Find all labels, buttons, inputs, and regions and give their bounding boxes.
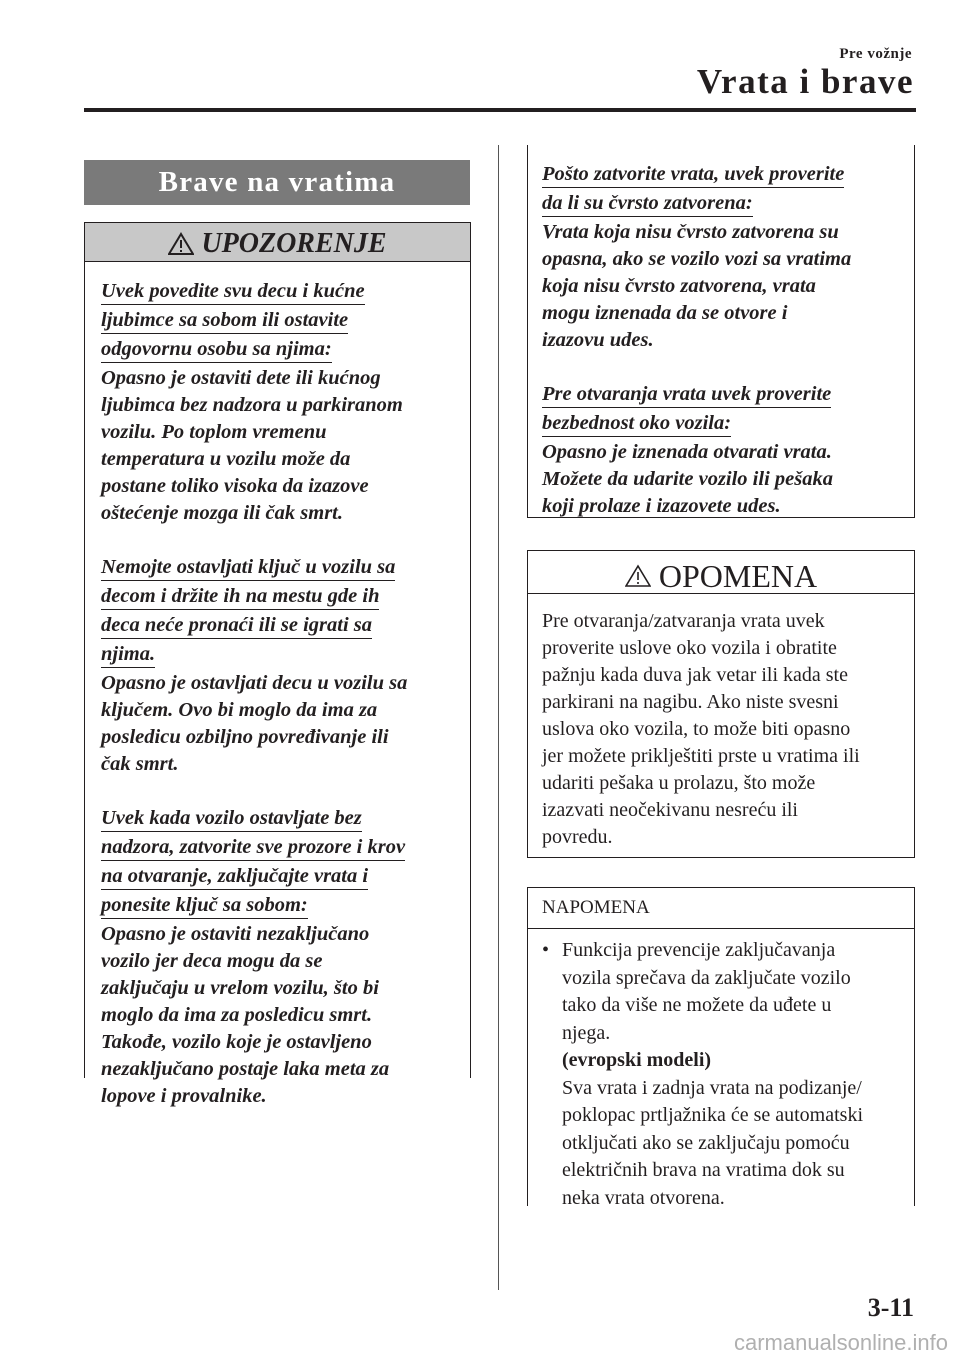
- caution-line: pažnju kada duva jak vetar ili kada ste: [542, 664, 848, 686]
- note-line: njega.: [562, 1021, 611, 1044]
- caution-label: OPOMENA: [658, 557, 818, 594]
- body-line: vozilu. Po toplom vremenu: [101, 421, 327, 443]
- page-number: 3-11: [867, 1293, 914, 1322]
- body-line: vozilo jer deca mogu da se: [101, 950, 323, 972]
- body-line: temperatura u vozilu može da: [101, 448, 351, 470]
- underlined-line: deca neće pronaći ili se igrati sa: [101, 613, 372, 639]
- caution-box-header: [528, 551, 914, 594]
- note-item-text: [562, 937, 863, 1212]
- body-line: lopove i provalnike.: [101, 1085, 267, 1107]
- underlined-line: decom i držite ih na mestu gde ih: [101, 584, 379, 610]
- note-subheading: (evropski modeli): [562, 1049, 712, 1071]
- caution-line: Pre otvaranja/zatvaranja vrata uvek: [542, 610, 825, 632]
- header-section: Pre vožnje: [839, 46, 912, 62]
- body-line: oštećenje mozga ili čak smrt.: [101, 502, 343, 524]
- underlined-line: da li su čvrsto zatvorena:: [542, 191, 753, 217]
- body-line: postane toliko visoka da izazove: [101, 475, 369, 497]
- underlined-line: na otvaranje, zaključajte vrata i: [101, 864, 368, 890]
- caution-line: uslova oko vozila, to može biti opasno: [542, 718, 851, 740]
- header-rule: [84, 108, 916, 112]
- body-line: Možete da udarite vozilo ili pešaka: [542, 468, 833, 490]
- note-item: [542, 937, 906, 1212]
- note-box: [527, 887, 915, 1209]
- body-line: mogu iznenada da se otvore i: [542, 302, 788, 324]
- body-line: moglo da ima za posledicu smrt.: [101, 1004, 373, 1026]
- note-line: Funkcija prevencije zaključavanja: [562, 939, 836, 961]
- underlined-line: nadzora, zatvorite sve prozore i krov: [101, 835, 405, 861]
- note-header: NAPOMENA: [528, 888, 914, 929]
- warning-continued-content: [528, 145, 914, 520]
- body-line: ključem. Ovo bi moglo da ima za: [101, 699, 378, 721]
- body-line: ljubimca bez nadzora u parkiranom: [101, 394, 403, 416]
- caution-line: izazvati neočekivanu nesreću ili: [542, 799, 798, 821]
- note-line: neka vrata otvorena.: [562, 1186, 725, 1209]
- warning-block-4: [542, 161, 904, 354]
- body-line: čak smrt.: [101, 753, 179, 775]
- body-line: Opasno je ostaviti dete ili kućnog: [101, 367, 381, 389]
- caution-line: udariti pešaka u prolazu, što može: [542, 772, 816, 794]
- note-line: poklopac prtljažnika će se automatski: [562, 1104, 864, 1126]
- note-line: otključati ako se zaključaju pomoću: [562, 1131, 850, 1154]
- note-line: električnih brava na vratima dok su: [562, 1159, 845, 1181]
- note-line: tako da više ne možete da uđete u: [562, 994, 832, 1016]
- warning-block-5: [542, 381, 904, 520]
- underlined-line: njima.: [101, 642, 155, 668]
- caution-content: [528, 594, 914, 851]
- warning-box-continued: [527, 145, 915, 518]
- section-banner: Brave na vratima: [84, 160, 470, 205]
- warning-triangle-icon: [625, 564, 651, 588]
- body-line: zaključaju u vrelom vozilu, što bi: [101, 977, 379, 999]
- warning-block-2: [101, 554, 456, 778]
- warning-block-3: [101, 805, 456, 1110]
- note-line: vozila sprečava da zaključate vozilo: [562, 966, 851, 989]
- caution-line: jer možete priklještiti prste u vratima ili: [542, 745, 860, 767]
- body-line: nezaključano postaje laka meta za: [101, 1058, 390, 1080]
- underlined-line: odgovornu osobu sa njima:: [101, 337, 332, 363]
- warning-block-1: [101, 278, 456, 527]
- body-line: opasna, ako se vozilo vozi sa vratima: [542, 248, 852, 270]
- body-line: koji prolaze i izazovete udes.: [542, 495, 781, 517]
- underlined-line: bezbednost oko vozila:: [542, 411, 731, 437]
- caution-line: proverite uslove oko vozila i obratite: [542, 637, 837, 659]
- underlined-line: ponesite ključ sa sobom:: [101, 893, 308, 919]
- body-line: posledicu ozbiljno povređivanje ili: [101, 726, 389, 748]
- underlined-line: Pošto zatvorite vrata, uvek proverite: [542, 162, 844, 188]
- body-line: Takođe, vozilo koje je ostavljeno: [101, 1031, 372, 1053]
- body-line: Opasno je iznenada otvarati vrata.: [542, 441, 832, 463]
- underlined-line: Pre otvaranja vrata uvek proverite: [542, 382, 831, 408]
- warning-box-header: [85, 223, 470, 262]
- body-line: Vrata koja nisu čvrsto zatvorena su: [542, 221, 839, 243]
- note-line: Sva vrata i zadnja vrata na podizanje/: [562, 1076, 862, 1099]
- warning-triangle-icon: [168, 232, 194, 256]
- caution-box: [527, 550, 915, 858]
- caution-line: povredu.: [542, 826, 613, 848]
- body-line: Opasno je ostaviti nezaključano: [101, 923, 370, 945]
- page-title: Vrata i brave: [696, 62, 914, 101]
- column-divider: [498, 145, 499, 1290]
- warning-box: [84, 222, 471, 1107]
- underlined-line: ljubimce sa sobom ili ostavite: [101, 308, 348, 334]
- underlined-line: Uvek povedite svu decu i kućne: [101, 279, 365, 305]
- body-line: Opasno je ostavljati decu u vozilu sa: [101, 672, 408, 694]
- caution-line: parkirani na nagibu. Ako niste svesni: [542, 691, 839, 713]
- underlined-line: Uvek kada vozilo ostavljate bez: [101, 806, 362, 832]
- bullet-icon: •: [542, 939, 550, 961]
- watermark: carmanualsonline.info: [733, 1330, 948, 1355]
- underlined-line: Nemojte ostavljati ključ u vozilu sa: [101, 555, 395, 581]
- note-content: [528, 929, 914, 1212]
- body-line: izazovu udes.: [542, 329, 654, 351]
- body-line: koja nisu čvrsto zatvorena, vrata: [542, 275, 816, 297]
- warning-content: [85, 262, 470, 1110]
- warning-label: UPOZORENJE: [201, 227, 387, 259]
